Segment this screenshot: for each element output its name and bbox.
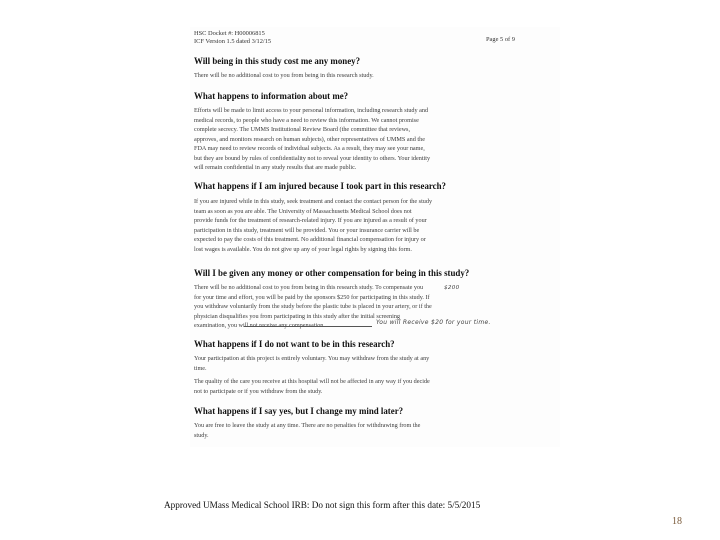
section-heading: What happens if I am injured because I took part in this research?	[194, 181, 446, 191]
section-heading: Will being in this study cost me any money?	[194, 56, 361, 66]
handwritten-note: You will Receive $20 for your time.	[376, 319, 491, 326]
slide-number: 18	[672, 516, 682, 527]
section-heading: What happens if I do not want to be in this research?	[194, 339, 395, 349]
handwritten-amount: $200	[444, 285, 460, 291]
protocol-number: HSC Docket #: H00006815	[194, 30, 265, 37]
section-body: Your participation at this project is entirely voluntary. You may withdraw from the study at any time. The quality of the care you receive at this hospital will not be affected in any way if you decide not to participate or if you withdraw from the study.	[194, 355, 430, 395]
scanned-consent-page	[190, 27, 560, 447]
form-version: ICF Version 1.5 dated 3/12/15	[194, 38, 272, 45]
strikethrough-line	[244, 326, 372, 327]
section-heading: Will I be given any money or other compensation for being in this study?	[194, 268, 470, 278]
section-body: If you are injured while in this study, seek treatment and contact the contact person for the study team as soon as you are able. The University of Massachusetts Medical School does not provide funds for the treatment of research-related injury. If you are injured as a result of your participation in this study, treatment will be provided. You or your insurance carrier will be expected to pay the costs of this treatment. No additional financial compensation for injury or lost wages is available. You do not give up any of your legal rights by signing this form.	[194, 198, 433, 253]
section-body: There will be no additional cost to you from being in this research study. To compensate you for your time and effort, you will be paid by the sponsors $250 for participating in this study. If you withdraw voluntarily from the study before the plastic tube is placed in your artery, or if the physician disqualifies you from participating in this study after the initial screening examination, you will not receive any compensation.	[194, 284, 432, 329]
section-heading: What happens if I say yes, but I change my mind later?	[194, 406, 404, 416]
section-body: Efforts will be made to limit access to your personal information, including research study and medical records, to people who have a need to review this information. We cannot promise complete secrecy. The UMMS Institutional Review Board (the committee that reviews, approves, and monitors research on human subjects), other representatives of UMMS and the FDA may need to review records of individual subjects. As a result, they may see your name, but they are bound by rules of confidentiality not to reveal your identity to others. Your identity will remain confidential in any study results that are made public.	[194, 107, 431, 171]
section-body: There will be no additional cost to you from being in this research study.	[194, 72, 374, 79]
irb-approval-footer: Approved UMass Medical School IRB: Do not sign this form after this date: 5/5/2015	[164, 500, 481, 510]
section-body: You are free to leave the study at any time. There are no penalties for withdrawing from the study.	[194, 422, 421, 439]
page-number: Page 5 of 9	[486, 36, 515, 43]
section-heading: What happens to information about me?	[194, 91, 349, 101]
